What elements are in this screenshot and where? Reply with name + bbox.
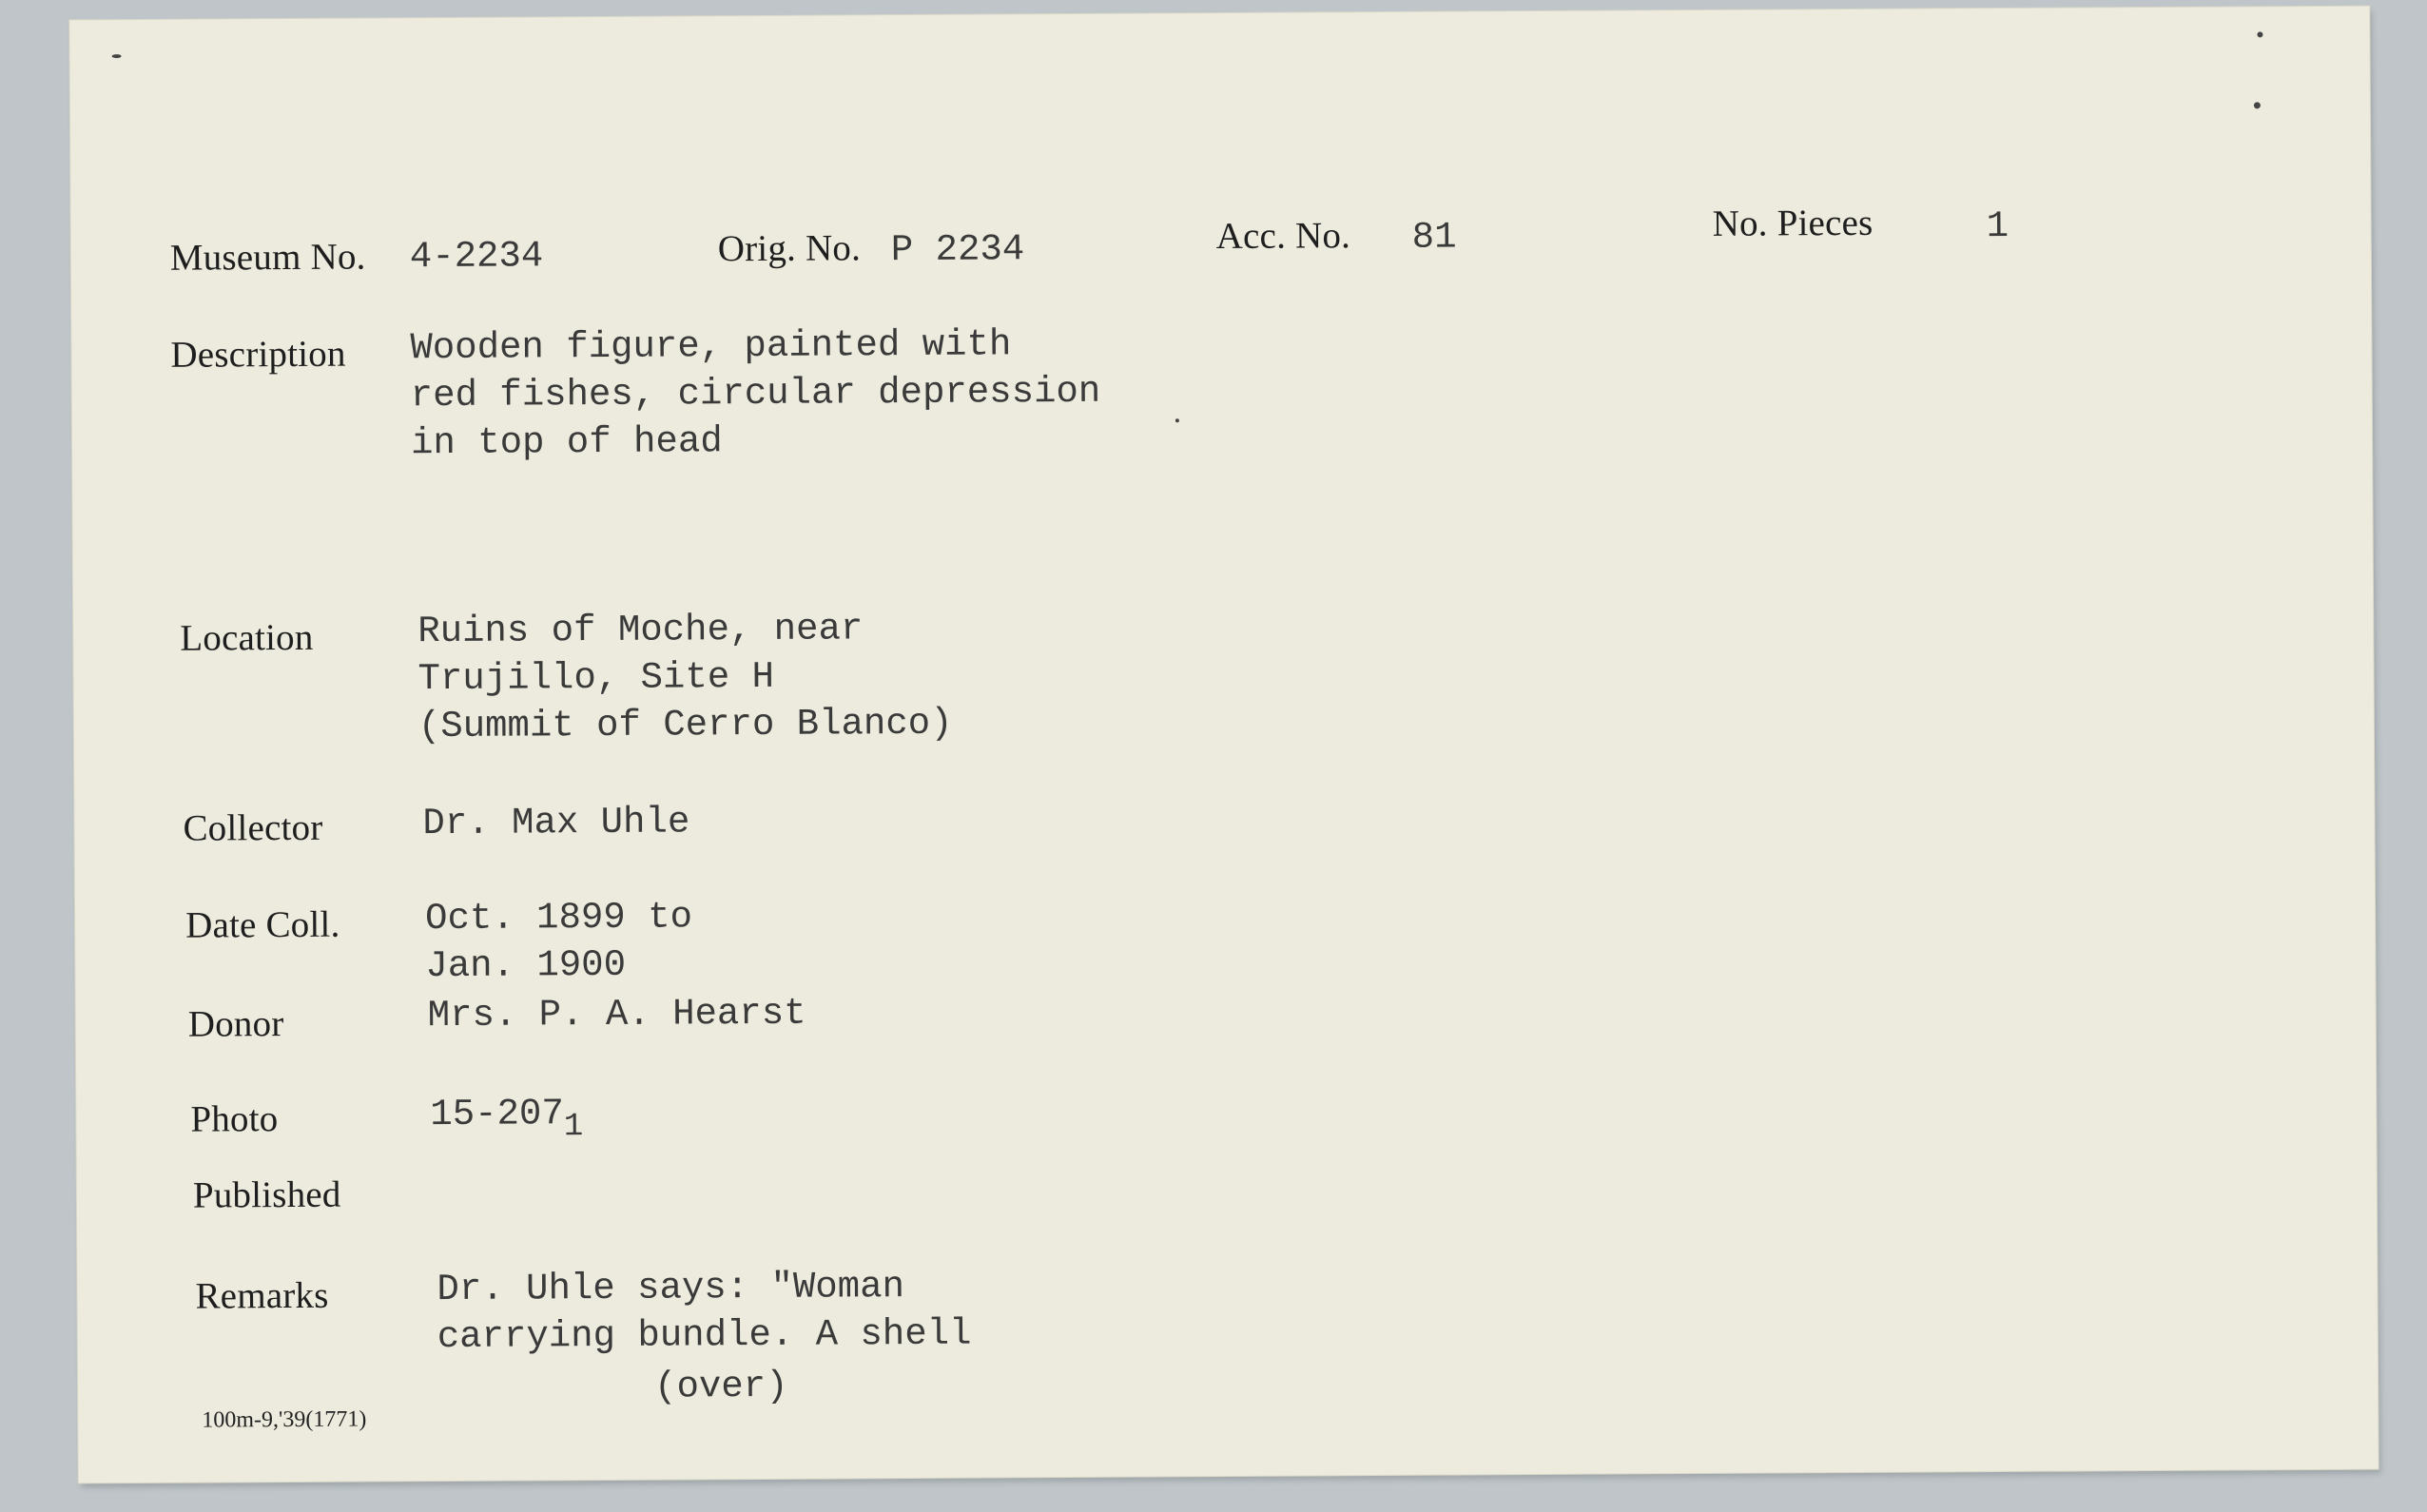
print-code: 100m-9,'39(1771)	[202, 1406, 367, 1433]
acc-no-value: 81	[1411, 216, 1457, 259]
description-line: Wooden figure, painted with	[410, 323, 1012, 370]
museum-no-label: Museum No.	[169, 236, 366, 279]
ink-speck	[1175, 418, 1179, 422]
photo-label: Photo	[190, 1098, 279, 1140]
remarks-line: carrying bundle. A shell	[437, 1312, 972, 1359]
remarks-line: Dr. Uhle says: "Woman	[437, 1266, 905, 1311]
location-line: Trujillo, Site H	[417, 655, 775, 701]
remarks-continuation: (over)	[653, 1365, 788, 1408]
date-coll-label: Date Coll.	[185, 903, 340, 946]
acc-no-label: Acc. No.	[1215, 215, 1351, 258]
ink-speck	[112, 54, 122, 58]
location-value	[417, 605, 953, 750]
museum-no-value: 4-2234	[409, 235, 544, 279]
catalog-card	[69, 7, 2378, 1483]
location-line: Ruins of Moche, near	[417, 608, 864, 653]
description-line: red fishes, circular depression	[410, 370, 1101, 417]
photo-subscript: 1	[563, 1109, 584, 1146]
collector-value: Dr. Max Uhle	[422, 801, 690, 845]
description-label: Description	[170, 333, 346, 376]
donor-label: Donor	[187, 1003, 284, 1045]
date-coll-value	[425, 893, 692, 990]
description-value	[410, 320, 1100, 467]
location-line: (Summit of Cerro Blanco)	[417, 702, 953, 748]
photo-number: 15-207	[430, 1093, 564, 1136]
collector-label: Collector	[183, 806, 323, 849]
no-pieces-label: No. Pieces	[1712, 202, 1874, 244]
location-label: Location	[180, 616, 314, 659]
ink-speck	[2254, 102, 2261, 108]
orig-no-label: Orig. No.	[717, 227, 862, 270]
no-pieces-value: 1	[1986, 204, 2010, 248]
remarks-value	[437, 1263, 971, 1361]
ink-speck	[2257, 31, 2262, 37]
description-line: in top of head	[410, 420, 723, 465]
orig-no-value: P 2234	[890, 228, 1025, 272]
published-label: Published	[192, 1173, 341, 1216]
remarks-label: Remarks	[195, 1274, 329, 1317]
date-coll-line: Jan. 1900	[425, 943, 627, 988]
photo-value	[430, 1090, 584, 1146]
donor-value: Mrs. P. A. Hearst	[427, 992, 806, 1037]
date-coll-line: Oct. 1899 to	[424, 896, 693, 940]
